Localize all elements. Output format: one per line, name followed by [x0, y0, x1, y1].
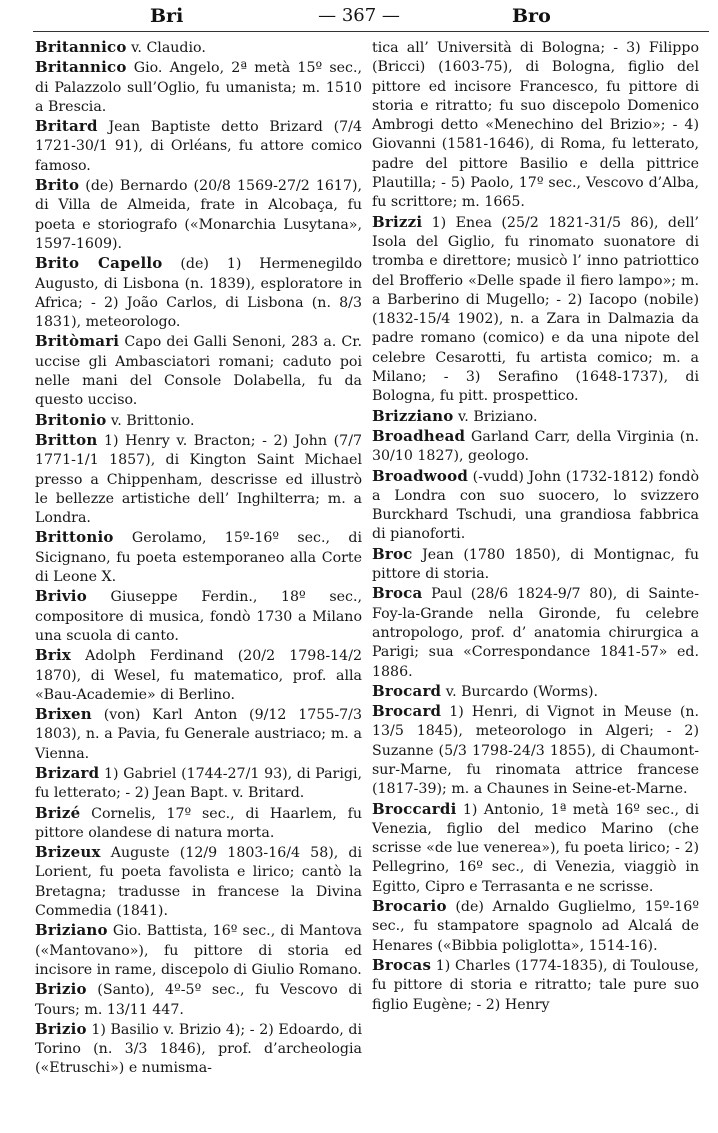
header-rule — [33, 31, 709, 32]
headword: Brizard — [35, 763, 100, 782]
entry-text: Cornelis, 17º sec., di Haarlem, fu pittore olandese di natura morta. — [35, 805, 362, 841]
headword: Brizzi — [372, 212, 423, 231]
entry-text: Gio. Battista, 16º sec., di Mantova («Mantovano»), fu pittore di storia ed incisore in rame, discepolo di Giulio Romano. — [35, 923, 362, 978]
headword: Brocas — [372, 955, 432, 974]
headword: Brivio — [35, 587, 87, 606]
headword: Brittonio — [35, 528, 114, 547]
entry — [372, 897, 699, 956]
entry — [372, 682, 699, 702]
entry — [372, 213, 699, 407]
entry-text: Jean Baptiste detto Brizard (7/4 1721-30/1 91), di Orléans, fu attore comico famoso. — [35, 119, 362, 174]
entry — [35, 38, 362, 58]
entry — [35, 1020, 362, 1079]
entry-text: v. Briziano. — [453, 408, 538, 425]
entry-text: Gio. Angelo, 2ª metà 15º sec., di Palazzolo sull’Oglio, fu umanista; m. 1510 a Brescia. — [35, 60, 362, 115]
entry-text: 1) Gabriel (1744-27/1 93), di Parigi, fu letterato; - 2) Jean Bapt. v. Britard. — [35, 765, 362, 802]
headword: Brizeux — [35, 843, 101, 862]
entry — [35, 528, 362, 587]
entry — [372, 545, 699, 585]
entry-text: 1) Enea (25/2 1821-31/5 86), dell’ Isola del Giglio, fu rinomato suonatore di tromba e direttore; musicò l’ inno patriottico del Brofferio «Delle spade il fiero lampo»; m. a Barberino di Mugello; - 2) Iacopo (nobile) (1832-15/4 1902), n. a Zara in Dalmazia da padre romano (comico) e da una nipote del celebre Cesarotti, fu artista comico; m. a Milano; - 3) Serafino (1648-1737), di Bologna, fu pitt. prospettico. — [372, 214, 699, 405]
headword: Broadhead — [372, 426, 466, 445]
entry — [35, 921, 362, 980]
entry-text: 1) Henri, di Vignot in Meuse (n. 13/5 1845), meteorologo in Algeri; - 2) Suzanne (5/3 1798-24/3 1855), di Chaumont-sur-Marne, fu rinomata attrice francese (1817-39); m. a Chaunes in Seine-et-Marne. — [372, 704, 699, 798]
entry-text: Paul (28/6 1824-9/7 80), di Sainte-Foy-la-Grande nella Gironde, fu celebre antropologo, prof. d’ anatomia chirurgica a Parigi; sua «Correspondance 1841-57» ed. 1886. — [372, 586, 699, 680]
entry-text: v. Brittonio. — [106, 412, 195, 429]
entry — [35, 332, 362, 410]
entry-text: 1) Basilio v. Brizio 4); - 2) Edoardo, di Torino (n. 3/3 1846), prof. d’archeologia («Etruschi») e numisma- — [35, 1021, 362, 1077]
left-column — [35, 38, 362, 1079]
entry-text: tica all’ Università di Bologna; - 3) Filippo (Bricci) (1603-75), di Bologna, figlio del pittore ed incisore Francesco, fu pittore di storia e ritratto; fu suo discepolo Domenico Ambrogi detto «Menechino del Brizio»; - 4) Giovanni (1581-1646), di Roma, fu letterato, padre del pittore Basilio e della pittrice Plautilla; - 5) Paolo, 17º sec., Vescovo d’Alba, fu scrittore; m. 1665. — [372, 40, 699, 211]
entry — [372, 702, 699, 799]
running-head-right: Bro — [512, 5, 551, 27]
entry-text: 1) Henry v. Bracton; - 2) John (7/7 1771-1/1 1857), di Kington Saint Michael presso a Chippenham, descrisse ed illustrò le bellezze artistiche dell’ Inghilterra; m. a Londra. — [35, 432, 362, 527]
headword: Broc — [372, 544, 413, 563]
headword: Brizio — [35, 980, 87, 999]
entry-text: (de) 1) Hermenegildo Augusto, di Lisbona (n. 1839), esploratore in Africa; - 2) João Carlos, di Lisbona (n. 8/3 1831), meteorologo. — [35, 256, 362, 331]
entry — [35, 980, 362, 1020]
entry-text: Auguste (12/9 1803-16/4 58), di Lorient, fu poeta favolista e lirico; cantò la Bretagna; tradusse in francese la Divina Commedia (1841). — [35, 845, 362, 920]
entry-text: 1) Antonio, 1ª metà 16º sec., di Venezia, figlio del medico Marino (che scrisse «de lue venerea»), fu poeta lirico; - 2) Pellegrino, 16º sec., di Venezia, viaggiò in Egitto, Cipro e Terrasanta e ne scrisse. — [372, 801, 699, 895]
headword: Britard — [35, 117, 98, 136]
entry-text: (von) Karl Anton (9/12 1755-7/3 1803), n. a Pavia, fu Generale austriaco; m. a Vienna. — [35, 707, 362, 762]
headword: Britonio — [35, 410, 107, 429]
entry — [35, 764, 362, 804]
headword: Briziano — [35, 921, 108, 940]
entry-text: (de) Bernardo (20/8 1569-27/2 1617), di Villa de Almeida, frate in Alcobaça, fu poeta e storiografo («Monarchia Lusytana», 1597-1609). — [35, 178, 362, 252]
entry-text: Gerolamo, 15º-16º sec., di Sicignano, fu poeta estemporaneo alla Corte di Leone X. — [35, 530, 362, 586]
entry-text: v. Claudio. — [126, 40, 206, 56]
running-head-left: Bri — [150, 5, 184, 27]
entry — [35, 117, 362, 176]
entry-text: 1) Charles (1774-1835), di Toulouse, fu pittore di storia e ritratto; tale pure suo figlio Eugène; - 2) Henry — [372, 957, 699, 1013]
headword: Britton — [35, 430, 98, 449]
headword: Brocard — [372, 702, 442, 721]
entry — [35, 804, 362, 844]
headword: Brito — [35, 176, 80, 195]
entry — [35, 587, 362, 646]
entry-text: (-vudd) John (1732-1812) fondò a Londra con suo suocero, lo svizzero Burckhard Tschudi, una grandiosa fabbrica di pianoforti. — [372, 468, 699, 543]
headword: Brocario — [372, 897, 447, 916]
headword: Broccardi — [372, 799, 457, 818]
entry — [372, 407, 699, 427]
entry — [35, 254, 362, 332]
entry-text: Adolph Ferdinand (20/2 1798-14/2 1870), di Wesel, fu matematico, prof. alla «Bau-Academie» di Berlino. — [35, 648, 362, 703]
entry — [372, 956, 699, 1015]
headword: Brizziano — [372, 406, 454, 425]
right-column — [372, 38, 699, 1015]
entry — [35, 431, 362, 528]
entry — [372, 467, 699, 545]
entry — [35, 58, 362, 117]
headword: Brito Capello — [35, 254, 163, 273]
entry — [35, 705, 362, 764]
entry-continued — [372, 38, 699, 213]
headword: Brix — [35, 646, 72, 665]
headword: Broca — [372, 584, 423, 603]
headword: Britannico — [35, 58, 127, 77]
page-number: — 367 — — [318, 5, 400, 26]
entry-text: Garland Carr, della Virginia (n. 30/10 1827), geologo. — [372, 428, 699, 465]
entry-text: Capo dei Galli Senoni, 283 a. Cr. uccise gli Ambasciatori romani; caduto poi nelle mani del Console Dolabella, fu da questo ucciso. — [35, 334, 362, 409]
entry — [35, 411, 362, 431]
entry — [372, 800, 699, 897]
headword: Brixen — [35, 705, 92, 724]
entry — [35, 646, 362, 705]
headword: Britòmari — [35, 332, 120, 351]
entry-text: Giuseppe Ferdin., 18º sec., compositore di musica, fondò 1730 a Milano una scuola di canto. — [35, 589, 362, 644]
headword: Brocard — [372, 681, 442, 700]
headword: Broadwood — [372, 466, 469, 485]
headword: Brizio — [35, 1019, 87, 1038]
entry-text: (Santo), 4º-5º sec., fu Vescovo di Tours; m. 13/11 447. — [35, 982, 362, 1018]
headword: Brizé — [35, 803, 81, 822]
headword: Britannico — [35, 38, 127, 56]
entry — [35, 176, 362, 254]
entry — [372, 427, 699, 467]
entry-text: (de) Arnaldo Guglielmo, 15º-16º sec., fu stampatore spagnolo ad Alcalá de Henares («Bibbia poliglotta», 1514-16). — [372, 899, 699, 954]
entry-text: Jean (1780 1850), di Montignac, fu pittore di storia. — [372, 546, 699, 583]
entry-text: v. Burcardo (Worms). — [441, 683, 599, 700]
entry — [35, 843, 362, 921]
entry — [372, 584, 699, 681]
